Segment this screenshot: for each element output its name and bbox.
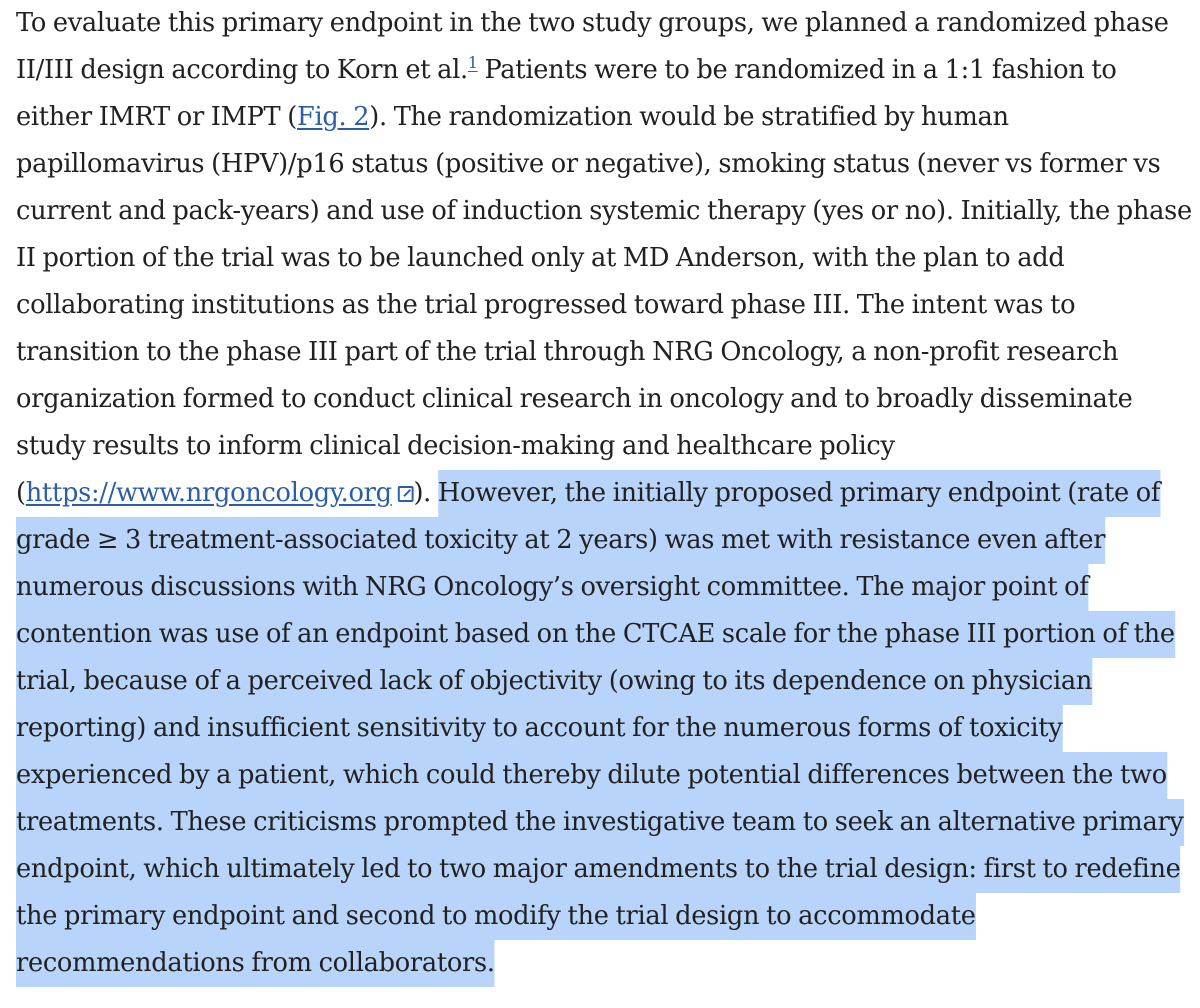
- selected-text[interactable]: numerous discussions with NRG Oncology’s oversight committee. The major point of: [16, 564, 1088, 611]
- line-text: either IMRT or IMPT (: [16, 102, 297, 132]
- selected-text[interactable]: trial, because of a perceived lack of objectivity (owing to its dependence on physician: [16, 658, 1092, 705]
- citation-superscript: [468, 49, 478, 74]
- line-text: ).: [413, 478, 438, 508]
- line-text: collaborating institutions as the trial progressed toward phase III. The intent was to: [16, 290, 1076, 320]
- external-url-link[interactable]: https://www.nrgoncology.org: [25, 478, 392, 508]
- text-line: [16, 940, 1170, 987]
- line-text: To evaluate this primary endpoint in the two study groups, we planned a randomized phase: [16, 8, 1169, 38]
- text-line: [16, 282, 1170, 329]
- text-line: [16, 470, 1170, 517]
- line-text: current and pack-years) and use of induction systemic therapy (yes or no). Initially, the phase: [16, 196, 1192, 226]
- line-text: Patients were to be randomized in a 1:1 fashion to: [477, 55, 1117, 85]
- selected-text[interactable]: reporting) and insufficient sensitivity to account for the numerous forms of toxicity: [16, 705, 1062, 752]
- text-line: [16, 846, 1181, 893]
- text-line: [16, 47, 1170, 94]
- figure-link[interactable]: Fig. 2: [296, 102, 370, 132]
- text-line: [16, 611, 1175, 658]
- text-line: [16, 799, 1184, 846]
- text-line: [16, 329, 1170, 376]
- selected-text[interactable]: the primary endpoint and second to modify the trial design to accommodate: [16, 893, 976, 940]
- line-text: organization formed to conduct clinical research in oncology and to broadly disseminate: [16, 384, 1133, 414]
- text-line: [16, 752, 1170, 799]
- citation-link[interactable]: 1: [467, 53, 478, 72]
- line-text: II portion of the trial was to be launched only at MD Anderson, with the plan to add: [16, 243, 1065, 273]
- text-line: [16, 658, 1170, 705]
- line-text: transition to the phase III part of the trial through NRG Oncology, a non-profit research: [16, 337, 1119, 367]
- body-paragraph: [16, 0, 1192, 987]
- text-line: [16, 423, 1170, 470]
- external-link-icon[interactable]: [398, 486, 414, 502]
- text-line: [16, 0, 1170, 47]
- text-line: [16, 564, 1170, 611]
- text-line: [16, 94, 1170, 141]
- text-line: [16, 141, 1170, 188]
- text-line: [16, 893, 1170, 940]
- selected-text[interactable]: grade ≥ 3 treatment-associated toxicity at 2 years) was met with resistance even after: [16, 517, 1105, 564]
- text-line: [16, 705, 1170, 752]
- line-text: papillomavirus (HPV)/p16 status (positive or negative), smoking status (never vs former vs: [16, 149, 1161, 179]
- line-text: (: [16, 478, 26, 508]
- selected-text[interactable]: treatments. These criticisms prompted the investigative team to seek an alternative primary: [16, 799, 1184, 846]
- selected-text[interactable]: contention was use of an endpoint based on the CTCAE scale for the phase III portion of the: [16, 611, 1175, 658]
- selected-text[interactable]: However, the initially proposed primary endpoint (rate of: [438, 470, 1160, 517]
- line-text: II/III design according to Korn et al.: [16, 55, 468, 85]
- text-line: [16, 376, 1170, 423]
- line-text: study results to inform clinical decision-making and healthcare policy: [16, 431, 895, 461]
- selected-text[interactable]: endpoint, which ultimately led to two major amendments to the trial design: first to redefine: [16, 846, 1181, 893]
- text-line: [16, 188, 1192, 235]
- text-line: [16, 517, 1170, 564]
- line-text: ). The randomization would be stratified by human: [369, 102, 1009, 132]
- text-line: [16, 235, 1170, 282]
- selected-text[interactable]: recommendations from collaborators.: [16, 940, 495, 987]
- selected-text[interactable]: experienced by a patient, which could thereby dilute potential differences between the two: [16, 752, 1167, 799]
